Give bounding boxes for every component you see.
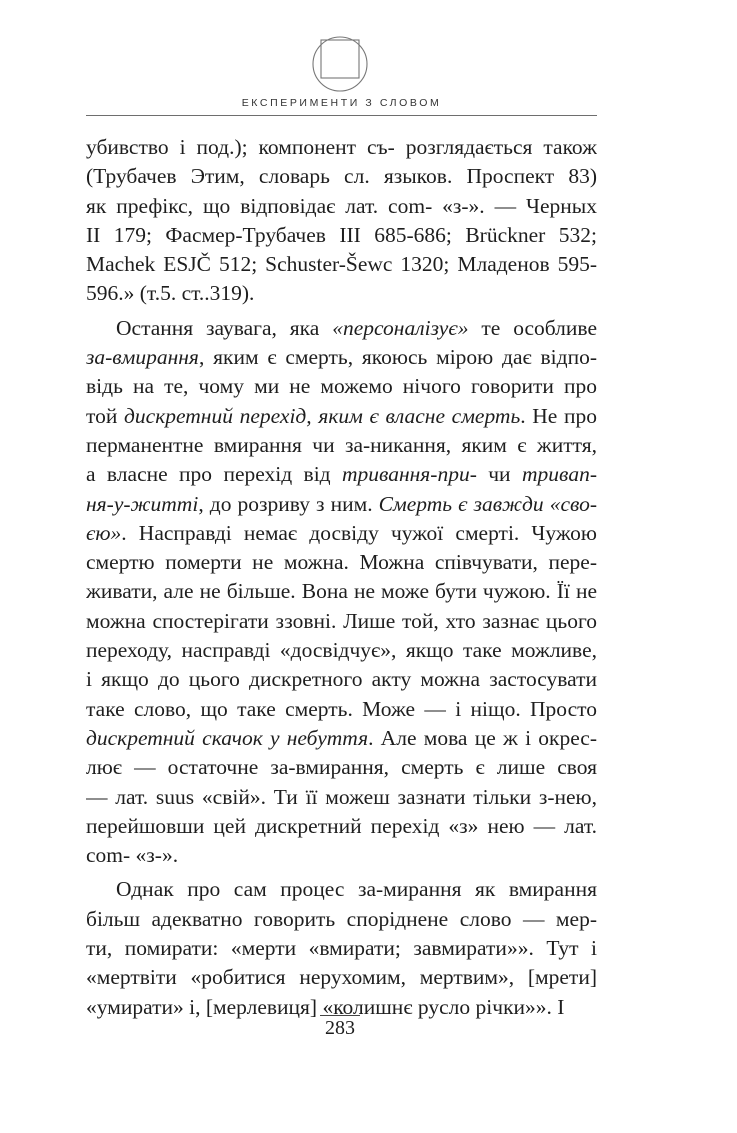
text-line xyxy=(86,460,597,489)
text-line xyxy=(86,665,597,694)
text-run: — лат. suus «свій». Ти її можеш зазнати тільки з-нею, xyxy=(86,784,597,809)
text-run: живати, але не більше. Вона не може бути чужою. Її не xyxy=(86,579,597,604)
text-run: а власне про перехід від xyxy=(86,462,342,487)
text-run: . Не про xyxy=(520,403,597,428)
text-line xyxy=(86,431,597,460)
paragraph xyxy=(86,314,597,871)
text-line xyxy=(86,519,597,548)
text-line xyxy=(86,250,597,279)
text-run: Однак про сам процес за-мирання як вмирання xyxy=(116,877,597,902)
italic-phrase: єю» xyxy=(86,520,122,545)
italic-phrase: тривan- xyxy=(521,462,597,487)
text-run: , яким є смерть, якоюсь мірою дає відпо- xyxy=(198,345,597,370)
text-line xyxy=(86,490,597,519)
text-line xyxy=(86,636,597,665)
text-line xyxy=(86,841,597,870)
italic-phrase: дискретний скачок у небуття xyxy=(86,725,369,750)
text-line xyxy=(86,963,597,992)
text-run: (Трубачев Этим, словарь сл. языков. Проспект 83) xyxy=(86,164,597,189)
text-run: . Але мова це ж і окрес- xyxy=(368,725,597,750)
text-run: можна спостерігати ззовні. Лише той, хто зазнає цього xyxy=(86,608,597,633)
text-run: як префікс, що відповідає лат. com- «з-». — Черных xyxy=(86,193,597,218)
text-run: II 179; Фасмер-Трубачев III 685-686; Brückner 532; xyxy=(86,222,597,247)
italic-phrase: тривання-при- xyxy=(342,462,477,487)
italic-phrase: «персоналізує» xyxy=(332,315,469,340)
text-run: com- «з-». xyxy=(86,843,179,868)
text-run: смертю померти не можна. Можна співчувати, пере- xyxy=(86,550,597,575)
text-run: переходу, насправді «досвідчує», якщо таке можливе, xyxy=(86,638,597,663)
text-line xyxy=(86,221,597,250)
text-line xyxy=(86,372,597,401)
italic-phrase: ня-у-житті xyxy=(86,491,199,516)
text-line xyxy=(86,875,597,904)
italic-phrase: Смерть є завжди «сво- xyxy=(378,491,597,516)
text-line xyxy=(86,402,597,431)
text-line xyxy=(86,905,597,934)
text-line xyxy=(86,192,597,221)
header-rule xyxy=(86,115,597,116)
paragraph xyxy=(86,133,597,309)
text-line xyxy=(86,133,597,162)
text-run: ти, помирати: «мерти «вмирати; завмирати»». Тут і xyxy=(86,936,597,961)
text-run: той xyxy=(86,403,125,428)
italic-phrase: за-вмирання xyxy=(86,345,199,370)
text-run: 596.» (т.5. ст..319). xyxy=(86,281,255,306)
text-run: відь на те, чому ми не можемо нічого говорити про xyxy=(86,374,597,399)
text-run: убивство і под.); компонент съ- розглядається також xyxy=(86,135,597,159)
text-run: , до розриву з ним. xyxy=(198,491,379,516)
text-run: «мертвіти «робитися нерухомим, мертвим», [мрети] xyxy=(86,965,597,990)
text-run: Machek ESJČ 512; Schuster-Šewc 1320; Младенов 595- xyxy=(86,252,597,277)
text-run: лює — остаточне за-вмирання, смерть є лише своя xyxy=(86,755,597,780)
text-run: чи xyxy=(476,462,522,487)
text-run: «умирати» і, [мерлевиця] «колишнє русло річки»». І xyxy=(86,994,565,1019)
text-line xyxy=(86,548,597,577)
text-run: те особливе xyxy=(468,315,597,340)
text-run: більш адекватно говорить споріднене слово — мер- xyxy=(86,906,597,931)
text-run: Остання заувага, яка xyxy=(116,315,333,340)
text-line xyxy=(86,577,597,606)
page-number: 283 xyxy=(320,1015,360,1040)
italic-phrase: дискретний перехід, яким є власне смерть xyxy=(124,403,521,428)
body-text xyxy=(86,133,597,1022)
text-line xyxy=(86,343,597,372)
text-line xyxy=(86,279,597,308)
text-line xyxy=(86,812,597,841)
text-line xyxy=(86,607,597,636)
text-run: і якщо до цього дискретного акту можна застосувати xyxy=(86,667,597,692)
text-line xyxy=(86,162,597,191)
text-run: таке слово, що таке смерть. Може — і ніщо. Просто xyxy=(86,696,597,721)
text-line xyxy=(86,753,597,782)
emblem-circle-square-icon xyxy=(310,33,370,93)
text-run: перейшовши цей дискретний перехід «з» нею — лат. xyxy=(86,813,597,838)
text-run: . Насправді немає досвіду чужої смерті. Чужою xyxy=(121,520,597,545)
paragraph xyxy=(86,875,597,1021)
text-line xyxy=(86,783,597,812)
text-line xyxy=(86,314,597,343)
text-run: перманентне вмирання чи за-никання, яким є життя, xyxy=(86,432,597,457)
text-line xyxy=(86,724,597,753)
text-line xyxy=(86,695,597,724)
text-line xyxy=(86,934,597,963)
running-header: ЕКСПЕРИМЕНТИ З СЛОВОМ xyxy=(241,97,442,109)
